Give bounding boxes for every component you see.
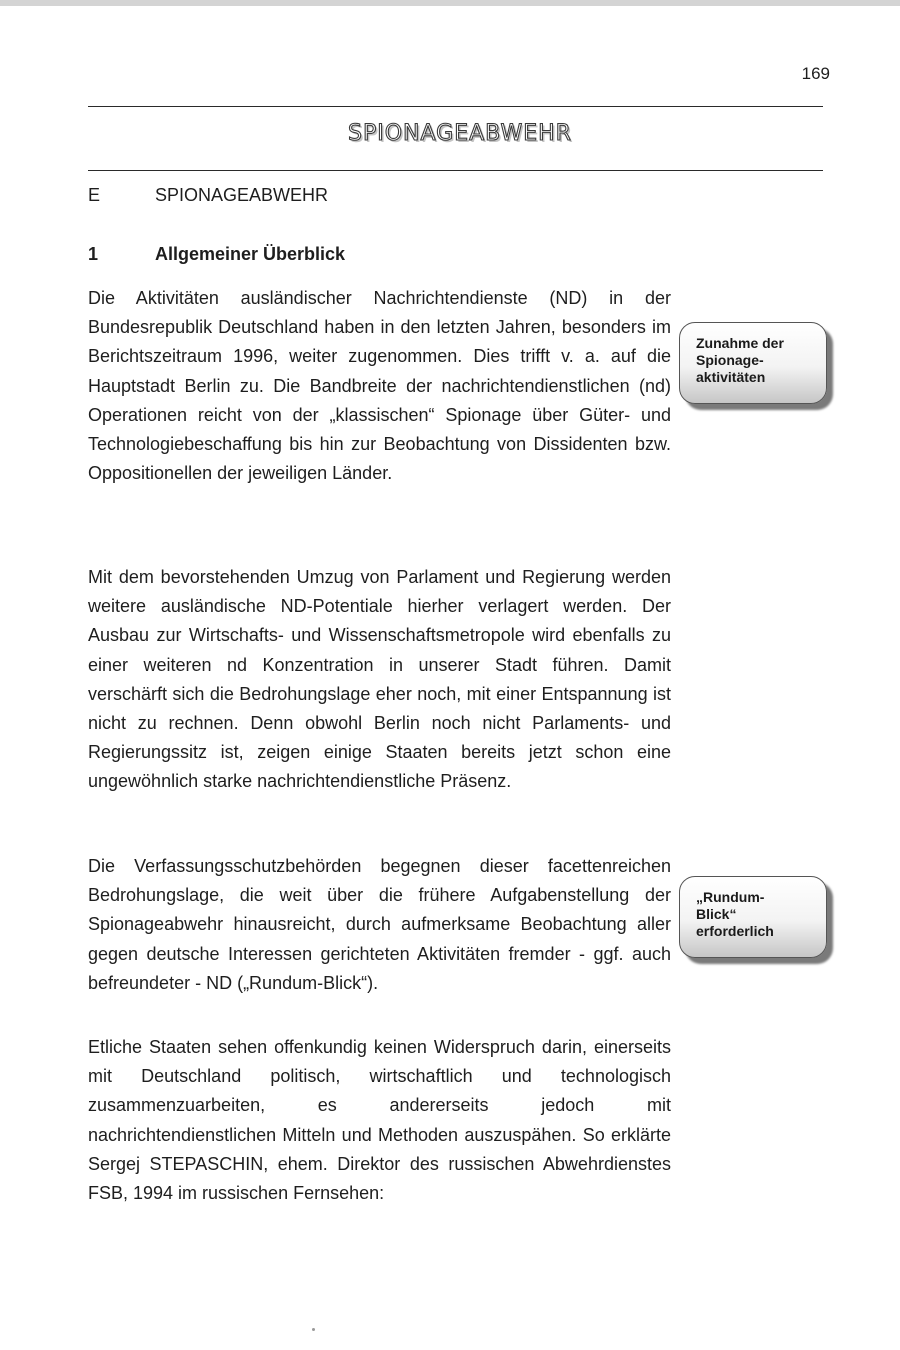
- paragraph-relocation: Mit dem bevorstehenden Umzug von Parlament und Regierung werden weitere ausländische ND-Potentiale hierher verlagert werden. Der Ausbau zur Wirtschafts- und Wissenschaftsmetropole wird ebenfalls zu einer weiteren nd Konzentration in unserer Stadt führen. Damit verschärft sich die Bedrohungslage eher noch, mit einer Entspannung ist nicht zu rechnen. Denn obwohl Berlin noch nicht Parlaments- und Regierungssitz ist, zeigen einige Staaten bereits jetzt schon eine ungewöhnlich starke nachrichtendienstliche Präsenz.: [88, 567, 671, 792]
- paragraph-states: Etliche Staaten sehen offenkundig keinen Widerspruch darin, einerseits mit Deutschland politisch, wirtschaftlich und technologisch zusammenzuarbeiten, es andererseits jedoch mit nachrichtendienstlichen Mitteln und Methoden auszuspähen. So erklärte Sergej STEPASCHIN, ehem. Direktor des russischen Abwehrdienstes FSB, 1994 im russischen Fernsehen:: [88, 1037, 671, 1204]
- paragraph-activities: Die Aktivitäten ausländischer Nachrichtendienste (ND) in der Bundesrepublik Deutschland haben in den letzten Jahren, besonders im Berichtszeitraum 1996, weiter zugenommen. Dies trifft v. a. auf die Hauptstadt Berlin zu. Die Bandbreite der nachrichtendienstlichen (nd) Operationen reicht von der „klassischen“ Spionage über Güter- und Technologiebeschaffung bis hin zur Beobachtung von Dissidenten bzw. Oppositionellen der jeweiligen Länder.: [88, 288, 671, 484]
- section-letter: E: [88, 185, 101, 205]
- paragraph-rundum-blick: Die Verfassungsschutzbehörden begegnen dieser facettenreichen Bedrohungslage, die weit über die frühere Aufgabenstellung der Spionageabwehr hinausreicht, durch aufmerksame Beobachtung aller gegen deutsche Interessen gerichteten Aktivitäten fremder - ggf. auch befreundeter - ND („Rundum-Blick“).: [88, 856, 671, 993]
- header-rule-bottom: [88, 170, 823, 171]
- subsection-heading: [88, 244, 345, 265]
- section-heading: [88, 185, 328, 206]
- page-number: 169: [801, 64, 830, 83]
- header-rule-top: [88, 106, 823, 107]
- margin-note-line: Spionage-: [696, 352, 764, 368]
- margin-note-espionage-increase: [679, 322, 827, 404]
- scan-speck: [312, 1328, 315, 1331]
- margin-note-line: erforderlich: [696, 923, 774, 939]
- margin-note-line: Blick“: [696, 906, 737, 922]
- section-title: SPIONAGEABWEHR: [155, 185, 329, 205]
- scan-top-edge: [0, 0, 900, 6]
- margin-note-rundum-blick: [679, 876, 827, 958]
- running-header: SPIONAGEABWEHR: [348, 121, 572, 146]
- margin-note-line: aktivitäten: [696, 369, 766, 385]
- margin-note-line: Zunahme der: [696, 335, 784, 351]
- subsection-number: 1: [88, 244, 99, 264]
- subsection-title: Allgemeiner Überblick: [155, 244, 346, 264]
- margin-note-line: „Rundum-: [696, 889, 765, 905]
